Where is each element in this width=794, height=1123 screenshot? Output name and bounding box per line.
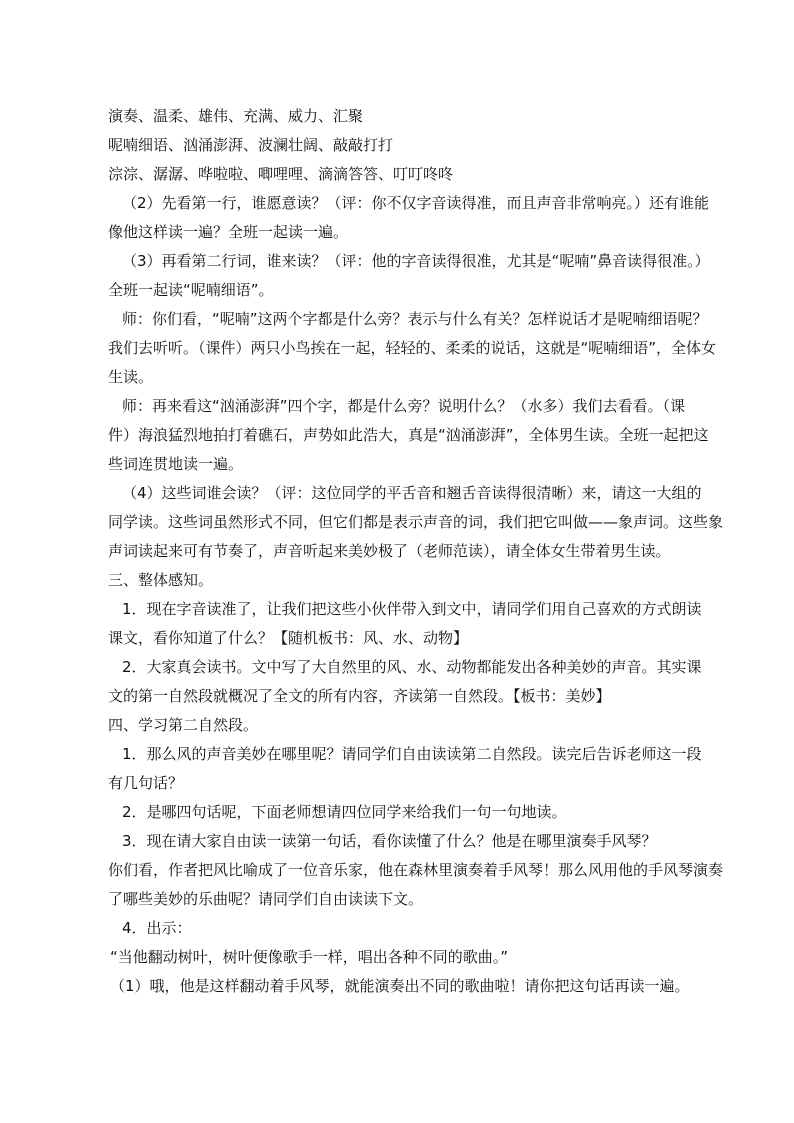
paragraph-line: 2．是哪四句话呢，下面老师想请四位同学来给我们一句一句地读。 — [122, 803, 567, 821]
section-heading-3: 三、整体感知。 — [108, 571, 214, 589]
paragraph-line: 文的第一自然段就概况了全文的所有内容，齐读第一自然段。【板书：美妙】 — [108, 687, 611, 705]
paragraph-line: 全班一起读“呢喃细语”。 — [108, 281, 274, 299]
paragraph-line: （3）再看第二行词，谁来读？（评：他的字音读得很准，尤其是“呢喃”鼻音读得很准。） — [122, 252, 710, 270]
paragraph-line: 同学读。这些词虽然形式不同，但它们都是表示声音的词，我们把它叫做——象声词。这些象 — [108, 513, 724, 531]
paragraph-line: 1．那么风的声音美妙在哪里呢？请同学们自由读读第二自然段。读完后告诉老师这一段 — [122, 745, 702, 763]
paragraph-line: （1）哦，他是这样翻动着手风琴，就能演奏出不同的歌曲啦！请你把这句话再读一遍。 — [110, 977, 690, 995]
paragraph-line: 生读。 — [108, 368, 154, 386]
paragraph-line: 像他这样读一遍？全班一起读一遍。 — [108, 223, 349, 241]
vocab-line-1: 演奏、温柔、雄伟、充满、威力、汇聚 — [108, 107, 364, 125]
paragraph-line: 4．出示： — [122, 919, 192, 937]
paragraph-line: 2．大家真会读书。文中写了大自然里的风、水、动物都能发出各种美妙的声音。其实课 — [122, 658, 702, 676]
quote-line: “当他翻动树叶，树叶便像歌手一样，唱出各种不同的歌曲。” — [110, 948, 509, 966]
paragraph-line: 师：你们看，“呢喃”这两个字都是什么旁？表示与什么有关？怎样说话才是呢喃细语呢？ — [122, 310, 708, 328]
paragraph-line: 师：再来看这“汹涌澎湃”四个字，都是什么旁？说明什么？（水多）我们去看看。（课 — [122, 397, 686, 415]
paragraph-line: 课文，看你知道了什么？【随机板书：风、水、动物】 — [108, 629, 469, 647]
paragraph-line: 有几句话？ — [108, 774, 184, 792]
paragraph-line: 你们看，作者把风比喻成了一位音乐家，他在森林里演奏着手风琴！那么风用他的手风琴演奏 — [108, 861, 724, 879]
paragraph-line: （4）这些词谁会读？（评：这位同学的平舌音和翘舌音读得很清晰）来，请这一大组的 — [122, 484, 702, 502]
paragraph-line: 我们去听听。（课件）两只小鸟挨在一起，轻轻的、柔柔的说话，这就是“呢喃细语”，全体女 — [108, 339, 717, 357]
paragraph-line: 声词读起来可有节奏了，声音听起来美妙极了（老师范读），请全体女生带着男生读。 — [108, 542, 671, 560]
document-page — [104, 102, 724, 1001]
vocab-line-2: 呢喃细语、汹涌澎湃、波澜壮阔、敲敲打打 — [108, 136, 394, 154]
section-heading-4: 四、学习第二自然段。 — [108, 716, 259, 734]
paragraph-line: 了哪些美妙的乐曲呢？请同学们自由读读下文。 — [108, 890, 424, 908]
vocab-line-3: 淙淙、潺潺、哗啦啦、唧哩哩、滴滴答答、叮叮咚咚 — [108, 165, 454, 183]
paragraph-line: 1．现在字音读准了，让我们把这些小伙伴带入到文中，请同学们用自己喜欢的方式朗读 — [122, 600, 702, 618]
paragraph-line: 件）海浪猛烈地拍打着礁石，声势如此浩大，真是“汹涌澎湃”，全体男生读。全班一起把这 — [108, 426, 709, 444]
paragraph-line: 些词连贯地读一遍。 — [108, 455, 244, 473]
paragraph-line: （2）先看第一行，谁愿意读？（评：你不仅字音读得准，而且声音非常响亮。）还有谁能 — [122, 194, 710, 212]
paragraph-line: 3．现在请大家自由读一读第一句话，看你读懂了什么？他是在哪里演奏手风琴？ — [122, 832, 657, 850]
